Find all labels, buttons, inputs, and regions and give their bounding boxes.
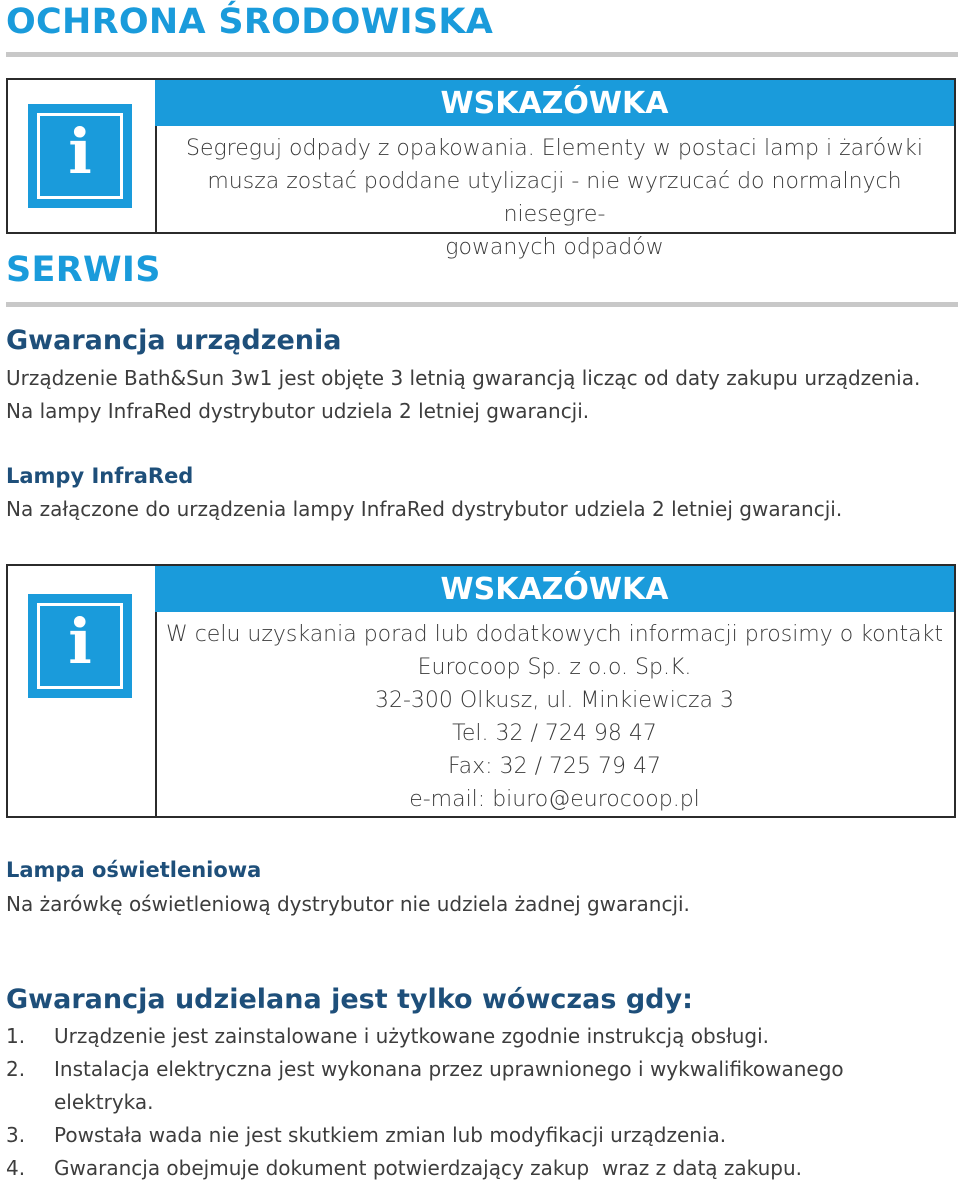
email: e-mail: biuro@eurocoop.pl	[409, 787, 700, 812]
list-number: 3.	[6, 1123, 26, 1147]
tip-text	[155, 132, 954, 264]
tip-icon-column	[8, 80, 157, 232]
warranty-heading: Gwarancja urządzenia	[6, 325, 342, 356]
tip-box-contact	[6, 564, 956, 818]
tip-heading: WSKAZÓWKA	[155, 80, 954, 126]
conditions-list	[6, 1020, 936, 1185]
list-item	[6, 1152, 936, 1185]
list-item	[6, 1053, 936, 1119]
tip-box-environment	[6, 78, 956, 260]
contact-line: W celu uzyskania porad lub dodatkowych informacji prosimy o kontakt	[165, 622, 944, 647]
list-number: 4.	[6, 1156, 26, 1180]
list-number: 1.	[6, 1024, 26, 1048]
contact-text	[155, 618, 954, 816]
phone: Tel. 32 / 724 98 47	[452, 721, 657, 746]
info-icon: i	[28, 594, 132, 698]
tip-line: musza zostać poddane utylizacji - nie wyrzucać do normalnych niesegre-	[207, 169, 902, 227]
lamp-heading: Lampa oświetleniowa	[6, 858, 262, 882]
list-text: elektryka.	[54, 1090, 154, 1114]
tip-line: gowanych odpadów	[445, 235, 664, 260]
list-text: Gwarancja obejmuje dokument potwierdzający zakup wraz z datą zakupu.	[54, 1156, 803, 1180]
warranty-line: Na lampy InfraRed dystrybutor udziela 2 letniej gwarancji.	[6, 399, 590, 423]
infrared-text: Na załączone do urządzenia lampy InfraRed dystrybutor udziela 2 letniej gwarancji.	[6, 497, 843, 521]
warranty-line: Urządzenie Bath&Sun 3w1 jest objęte 3 letnią gwarancją licząc od daty zakupu urządzenia.	[6, 366, 921, 390]
address: 32-300 Olkusz, ul. Minkiewicza 3	[374, 688, 735, 713]
fax: Fax: 32 / 725 79 47	[448, 754, 661, 779]
list-number: 2.	[6, 1057, 26, 1081]
list-text: Urządzenie jest zainstalowane i użytkowane zgodnie instrukcją obsługi.	[54, 1024, 770, 1048]
list-text: Powstała wada nie jest skutkiem zmian lub modyfikacji urządzenia.	[54, 1123, 727, 1147]
lamp-text: Na żarówkę oświetleniową dystrybutor nie udziela żadnej gwarancji.	[6, 892, 690, 916]
conditions-heading: Gwarancja udzielana jest tylko wówczas gdy:	[6, 984, 693, 1015]
section-divider	[6, 52, 958, 57]
list-item	[6, 1119, 936, 1152]
list-text: Instalacja elektryczna jest wykonana przez uprawnionego i wykwalifikowanego	[54, 1057, 844, 1081]
section-title-service: SERWIS	[6, 250, 161, 290]
tip-icon-column	[8, 566, 157, 816]
infrared-heading: Lampy InfraRed	[6, 464, 194, 488]
warranty-text	[6, 362, 920, 428]
info-icon: i	[28, 104, 132, 208]
tip-line: Segreguj odpady z opakowania. Elementy w postaci lamp i żarówki	[185, 136, 924, 161]
tip-heading: WSKAZÓWKA	[155, 566, 954, 612]
company-name: Eurocoop Sp. z o.o. Sp.K.	[417, 655, 692, 680]
section-divider	[6, 302, 958, 307]
section-title-environment: OCHRONA ŚRODOWISKA	[6, 2, 494, 42]
list-item	[6, 1020, 936, 1053]
